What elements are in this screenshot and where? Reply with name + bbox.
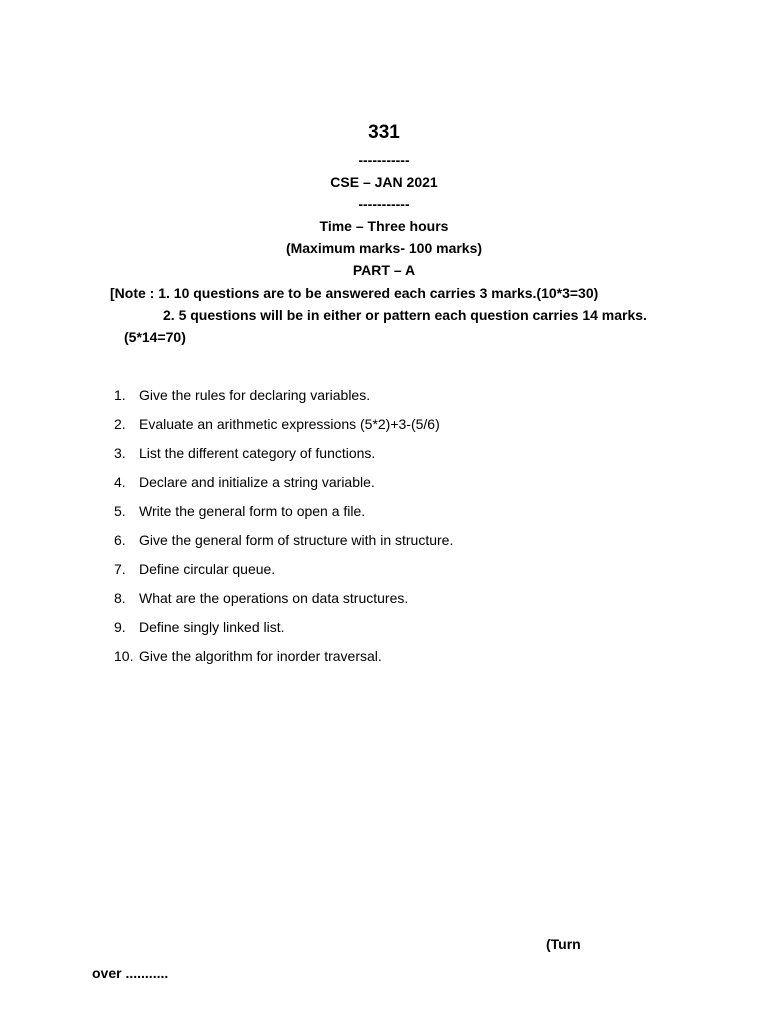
question-number: 7. — [114, 561, 126, 577]
question-text: Give the rules for declaring variables. — [139, 387, 371, 403]
question-number: 2. — [114, 416, 126, 432]
question-number: 10. — [114, 648, 134, 664]
question-text: Give the general form of structure with in structure. — [139, 532, 454, 548]
list-item — [114, 502, 453, 531]
question-text: Evaluate an arithmetic expressions (5*2)+3-(5/6) — [139, 416, 440, 432]
question-text: Write the general form to open a file. — [139, 503, 366, 519]
list-item — [114, 386, 453, 415]
question-text: Declare and initialize a string variable. — [139, 474, 375, 490]
note-line-3: (5*14=70) — [124, 329, 186, 345]
list-item — [114, 560, 453, 589]
question-text: Give the algorithm for inorder traversal. — [139, 648, 382, 664]
list-item — [114, 618, 453, 647]
question-text: Define singly linked list. — [139, 619, 285, 635]
turn-over-suffix: over ........... — [92, 965, 169, 981]
note-line-1: [Note : 1. 10 questions are to be answered each carries 3 marks.(10*3=30) — [110, 285, 599, 301]
list-item — [114, 415, 453, 444]
note-line-2: 2. 5 questions will be in either or pattern each question carries 14 marks. — [163, 307, 647, 323]
question-number: 9. — [114, 619, 126, 635]
question-text: Define circular queue. — [139, 561, 276, 577]
list-item — [114, 589, 453, 618]
list-item — [114, 647, 453, 676]
exam-title: CSE – JAN 2021 — [330, 174, 438, 190]
turn-over-prefix: (Turn — [546, 936, 581, 952]
list-item — [114, 531, 453, 560]
question-number: 6. — [114, 532, 126, 548]
question-number: 4. — [114, 474, 126, 490]
question-number: 8. — [114, 590, 126, 606]
question-list — [114, 386, 453, 676]
question-number: 5. — [114, 503, 126, 519]
maximum-marks: (Maximum marks- 100 marks) — [285, 240, 483, 256]
separator-top: ----------- — [358, 152, 410, 168]
part-heading: PART – A — [352, 262, 416, 278]
paper-code: 331 — [368, 122, 400, 143]
separator-bottom: ----------- — [358, 196, 410, 212]
exam-duration: Time – Three hours — [319, 218, 449, 234]
question-number: 1. — [114, 387, 126, 403]
question-number: 3. — [114, 445, 126, 461]
question-text: List the different category of functions. — [139, 445, 376, 461]
list-item — [114, 444, 453, 473]
question-text: What are the operations on data structures. — [139, 590, 409, 606]
list-item — [114, 473, 453, 502]
